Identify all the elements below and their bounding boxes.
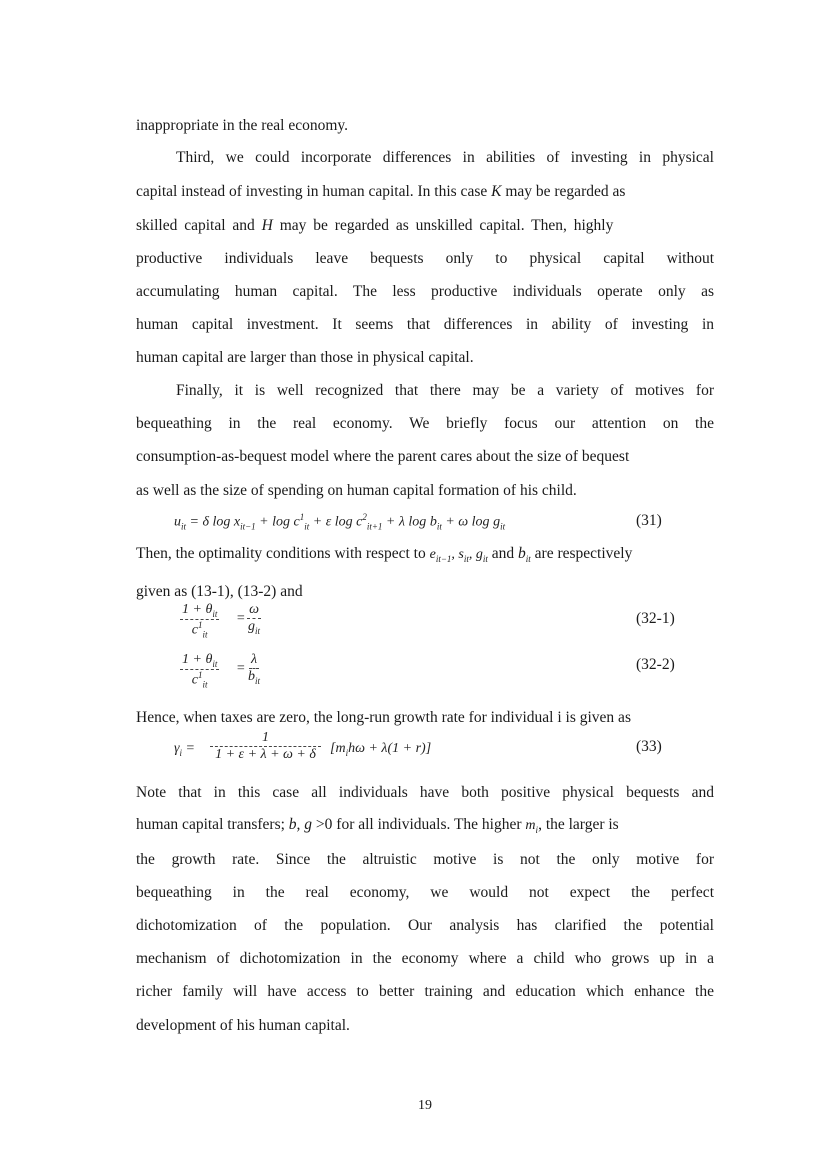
text-line: given as (13-1), (13-2) and (136, 583, 303, 600)
text-line: as well as the size of spending on human capital formation of his child. (136, 482, 577, 499)
text-line: Hence, when taxes are zero, the long-run growth rate for individual i is given as (136, 709, 631, 726)
denominator: $b_{it}$ (248, 669, 261, 686)
denominator: $c^1_{it}$ (191, 669, 208, 690)
text-line: accumulating human capital. The less productive individuals operate only as (136, 283, 714, 300)
bracket-term: $[m_ih\omega + \lambda(1 + r)]$ (330, 741, 432, 758)
gamma-symbol: $\gamma_i$ = (174, 741, 195, 758)
text-line (136, 216, 714, 236)
text-span: Then, the optimality conditions with respect to (136, 545, 430, 562)
math-var: K (491, 183, 502, 200)
text-line: development of his human capital. (136, 1017, 350, 1034)
fraction (210, 730, 321, 763)
text-line: productive individuals leave bequests only to physical capital without (136, 250, 714, 267)
math-var: b, g (288, 816, 313, 833)
denominator: 1 + ε + λ + ω + δ (215, 747, 316, 762)
text-line: Third, we could incorporate differences in abilities of investing in physical (176, 149, 714, 166)
text-line: mechanism of dichotomization in the economy where a child who grows up in a (136, 950, 714, 967)
text-line: inappropriate in the real economy. (136, 117, 349, 134)
text-line (136, 182, 714, 202)
math-var: $b_{it}$ (518, 545, 531, 565)
text-span: are respectively (530, 545, 633, 562)
text-line: the growth rate. Since the altruistic motive is not the only motive for (136, 851, 714, 868)
denominator: $c^1_{it}$ (191, 619, 208, 640)
text-span: may be regarded as unskilled capital. Then, highly (272, 217, 614, 234)
text-line: Note that in this case all individuals have both positive physical bequests and (136, 784, 714, 801)
fraction (180, 652, 219, 689)
text-line: Finally, it is well recognized that there may be a variety of motives for (176, 382, 714, 399)
text-span: >0 for all individuals. The higher (312, 816, 526, 833)
equals-sign: = (236, 661, 246, 676)
equation-number: (31) (636, 512, 662, 529)
math-var: m (525, 818, 536, 833)
math-var: u (174, 514, 181, 530)
fraction (180, 602, 219, 639)
denominator: $g_{it}$ (248, 619, 261, 636)
math-vars: $e_{it-1}$, $s_{it}$, $g_{it}$ (429, 547, 488, 564)
text-line: human capital are larger than those in physical capital. (136, 349, 474, 366)
equation-number: (33) (636, 738, 662, 755)
numerator: ω (249, 602, 259, 617)
math-var: H (261, 217, 273, 234)
text-span: capital instead of investing in human capital. In this case (136, 183, 492, 200)
math-var: b (518, 545, 526, 562)
math-var: $m_i$ (525, 818, 539, 835)
text-span: , the larger is (538, 816, 619, 833)
text-span: skilled capital and (136, 217, 262, 234)
text-line: bequeathing in the real economy, we would not expect the perfect (136, 884, 714, 901)
equation-number: (32-2) (636, 656, 675, 673)
text-line (136, 544, 714, 569)
text-span: human capital transfers; (136, 816, 289, 833)
page-number: 19 (418, 1098, 432, 1113)
numerator: 1 (210, 730, 321, 747)
numerator: $1 + \theta_{it}$ (182, 652, 218, 669)
text-span: and (487, 545, 519, 562)
equals-sign: = (236, 611, 246, 626)
text-line (136, 815, 714, 840)
text-line: dichotomization of the population. Our analysis has clarified the potential (136, 917, 714, 934)
text-line: consumption-as-bequest model where the parent cares about the size of bequest (136, 448, 630, 465)
text-line: richer family will have access to better training and education which enhance the (136, 983, 714, 1000)
numerator: λ (250, 652, 258, 667)
math-var: e (429, 547, 436, 562)
fraction (246, 652, 262, 686)
equation-number: (32-1) (636, 610, 675, 627)
fraction (246, 602, 262, 636)
equation-31: $u_{it} = \delta$ $\log x_{it-1} + \log c^1_{it} + \varepsilon$ $\log c^2_{it+1} + \lambda$ $\log b_{it} + \omega$ $\log g_{it}$ (174, 512, 506, 532)
numerator: $1 + \theta_{it}$ (182, 602, 218, 619)
text-span: may be regarded as (501, 183, 626, 200)
text-line: bequeathing in the real economy. We briefly focus our attention on the (136, 415, 714, 432)
text-line: human capital investment. It seems that differences in ability of investing in (136, 316, 714, 333)
